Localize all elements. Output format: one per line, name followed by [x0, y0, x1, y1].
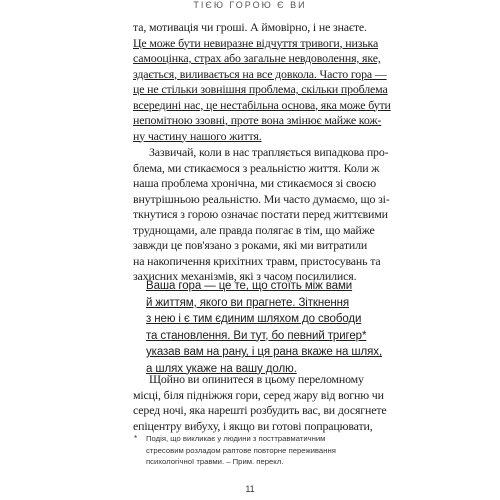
- footnote: [134, 433, 382, 468]
- text-line: серед ночі, яка нарешті розбудить вас, ви досягнете: [133, 403, 387, 417]
- text-line: це не стільки зовнішня проблема, скільки проблема: [133, 82, 388, 96]
- text-line: труднощами, але правда полягає в тім, що майже: [133, 222, 375, 237]
- paragraph-3: [133, 372, 387, 434]
- footnote-line: Подія, що викликає у людини з посттравматичним: [146, 434, 326, 443]
- quote-line: з нею і є тим єдиним шляхом до свободи: [146, 313, 362, 325]
- text-line: самооцінка, страх або загальне невдоволення, яке,: [133, 51, 381, 65]
- footnote-mark: *: [134, 434, 138, 443]
- text-line: місці, біля підніжжя гори, серед жару від вогню чи: [133, 387, 384, 402]
- pull-quote: [146, 278, 383, 377]
- paragraph-1: [133, 20, 391, 144]
- text-line: здається, виливається на все довкола. Часто гора —: [133, 66, 387, 81]
- text-line: захисних механізмів, які з часом посилилися.: [133, 269, 357, 283]
- text-line: епіцентру вибуху, і якщо ви готові попрацювати,: [133, 418, 373, 433]
- text-line: Це може бути невиразне відчуття тривоги, низька: [133, 35, 379, 50]
- text-line: завжди це пов'язано з роками, які ми витратили: [133, 238, 368, 252]
- text-line: блема, ми стикаємося з реальністю життя. Коли ж: [133, 160, 380, 175]
- text-line: всередині нас, це нестабільна основа, яка може бути: [133, 97, 391, 112]
- quote-line: Ваша гора — це те, що стоїть між вами: [146, 280, 353, 292]
- text-line: ну частину нашого життя.: [133, 128, 262, 143]
- running-head: ТІЄЮ ГОРОЮ Є ВИ: [193, 0, 307, 10]
- text-line: Зазвичай, коли в нас трапляється випадкова про-: [149, 145, 389, 159]
- quote-line: указав вам на рану, і ця рана вкаже на шлях,: [146, 346, 383, 358]
- text-line: наша проблема хронічна, ми стикаємося зі своєю: [133, 176, 377, 190]
- text-line: Щойно ви опинитеся в цьому переломному: [149, 372, 364, 386]
- page-number: 11: [245, 484, 255, 494]
- text-line: внутрішньою реальністю. Ми часто думаємо, що зі-: [133, 191, 390, 206]
- quote-line: а шлях укаже на вашу долю.: [146, 362, 297, 375]
- quote-line: та становлення. Ви тут, бо певний тригер*: [146, 329, 367, 342]
- text-line: непомітною ззовні, проте вона змінює майже кож-: [133, 113, 382, 127]
- quote-line: й життям, якого ви прагнете. Зіткнення: [146, 296, 350, 309]
- text-line: та, мотивація чи гроші. А ймовірно, і не знаєте.: [133, 20, 367, 34]
- footnote-line: психологічної травми. – Прим. перекл.: [146, 457, 284, 466]
- footnote-line: стресовим розладом раптове повторне переживання: [146, 445, 336, 455]
- paragraph-2: [133, 145, 390, 285]
- text-line: ткнутися з горою означає постати перед життєвими: [133, 207, 388, 221]
- text-line: на накопичення крихітних травм, пристосувань та: [133, 253, 381, 268]
